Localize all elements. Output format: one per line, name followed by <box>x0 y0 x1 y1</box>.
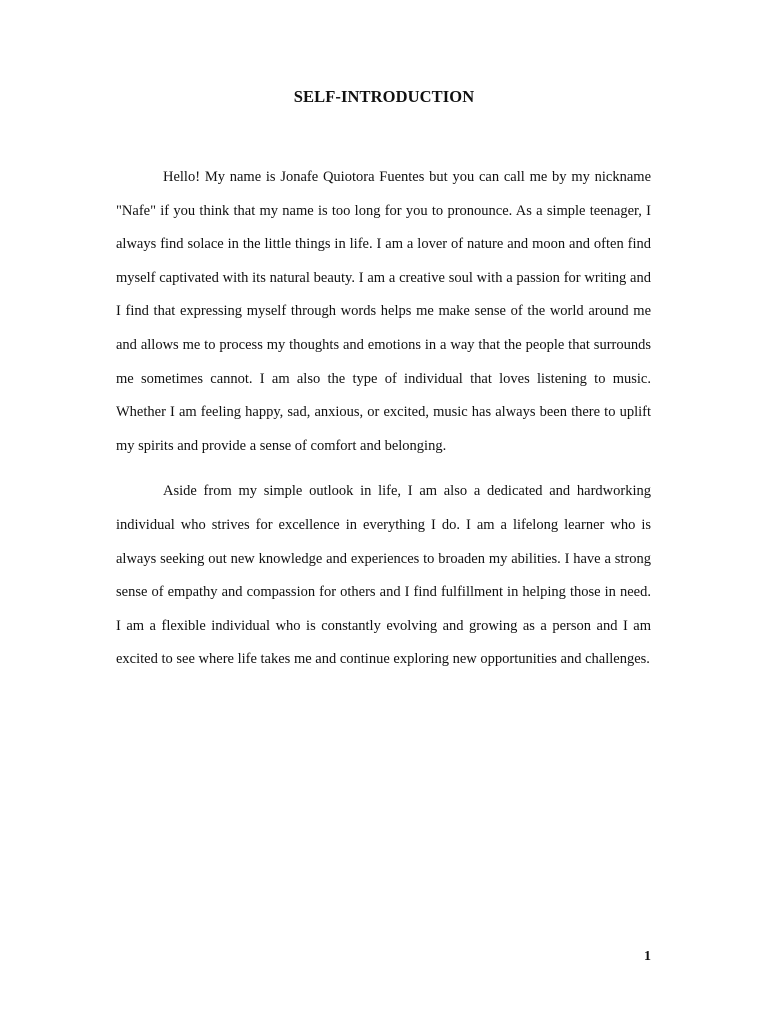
paragraph-introduction: Hello! My name is Jonafe Quiotora Fuentes but you can call me by my nickname "Nafe" if you think that my name is too long for you to pronounce. As a simple teenager, I always find solace in the little things in life. I am a lover of nature and moon and often find myself captivated with its natural beauty. I am a creative soul with a passion for writing and I find that expressing myself through words helps me make sense of the world around me and allows me to process my thoughts and emotions in a way that the people that surrounds me sometimes cannot. I am also the type of individual that loves listening to music. Whether I am feeling happy, sad, anxious, or excited, music has always been there to uplift my spirits and provide a sense of comfort and belonging. <box>116 169 651 454</box>
document-body <box>116 161 651 677</box>
page-title: SELF-INTRODUCTION <box>293 87 475 106</box>
paragraph-personal-qualities: Aside from my simple outlook in life, I am also a dedicated and hardworking individual who strives for excellence in everything I do. I am a lifelong learner who is always seeking out new knowledge and experiences to broaden my abilities. I have a strong sense of empathy and compassion for others and I find fulfillment in helping those in need. I am a flexible individual who is constantly evolving and growing as a person and I am excited to see where life takes me and continue exploring new opportunities and challenges. <box>116 483 651 668</box>
page-number: 1 <box>644 949 651 964</box>
